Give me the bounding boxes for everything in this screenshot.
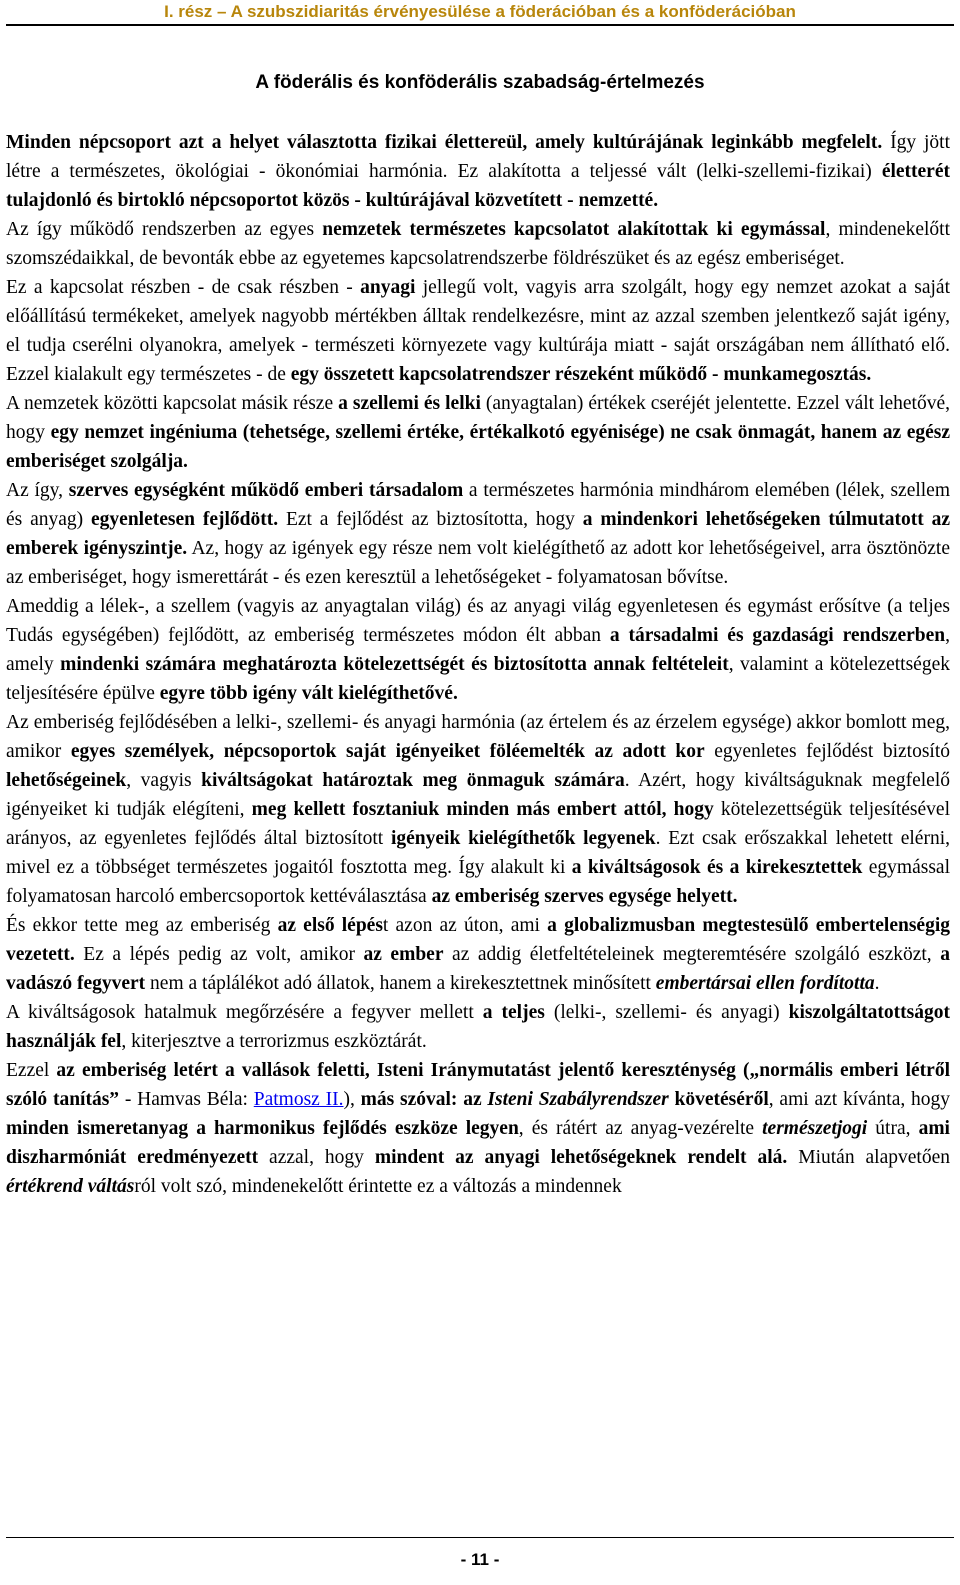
paragraph <box>6 389 950 476</box>
text-run: , valamint a kötelezettségek teljesítésére épülve <box>6 654 950 704</box>
page-title: A föderális és konföderális szabadság-értelmezés <box>255 72 705 93</box>
text-run: útra, <box>867 1118 919 1139</box>
text-run: egy nemzet ingéniuma (tehetsége, szellemi értéke, értékalkotó egyénisége) ne csak önmagát, hanem az egész emberiséget szolgálja. <box>6 422 951 472</box>
page-number: - 11 - <box>460 1550 500 1569</box>
text-run: természetjogi <box>762 1118 868 1139</box>
patmosz-link[interactable]: Patmosz II. <box>253 1089 344 1110</box>
text-run: Az, hogy az igények egy része nem volt kielégíthető az adott kor lehetőségeivel, arra ösztönözte az emberiséget, hogy ismerettárát - és ezen keresztül a lehetőségeket - folyamatosan bővítse. <box>6 538 950 588</box>
text-run: Ez a kapcsolat részben - de csak részben - <box>6 277 361 298</box>
text-run: mindent az anyagi lehetőségeknek rendelt alá. <box>374 1147 788 1168</box>
text-run: ami diszharmóniát eredményezett <box>6 1118 950 1168</box>
paragraph <box>6 215 950 273</box>
paragraph <box>6 708 950 911</box>
text-run: ), <box>343 1089 361 1110</box>
text-run: Az így, <box>6 480 69 501</box>
text-run: más szóval: az <box>360 1089 488 1110</box>
header-rule <box>6 24 954 26</box>
text-run: lehetőségeinek <box>6 770 127 791</box>
text-run: a természetes harmónia mindhárom elemében (lélek, szellem és anyag) <box>6 480 951 530</box>
text-run: , amely <box>6 625 950 675</box>
text-run: életterét tulajdonló és birtokló népcsoportot közös - kultúrájával közvetített - nemzetté. <box>6 161 950 211</box>
text-run: (lelki-, szellemi- és anyagi) <box>544 1002 789 1023</box>
text-run: mindenki számára meghatározta kötelezettségét és biztosította annak feltételeit <box>60 654 729 675</box>
text-run: minden ismeretanyag a harmonikus fejlődés eszköze legyen <box>6 1118 519 1139</box>
text-run: az addig életfeltételeinek megteremtésére szolgáló eszközt, <box>443 944 941 965</box>
paragraph <box>6 998 950 1056</box>
text-run: Miután alapvetően <box>787 1147 950 1168</box>
text-run: , vagyis <box>126 770 202 791</box>
text-run: t azon az úton, ami <box>382 915 548 936</box>
text-run: a teljes <box>482 1002 545 1023</box>
text-run: egymással folyamatosan harcoló embercsoportok kettéválasztása <box>6 857 950 907</box>
text-run: Isteni Szabályrendszer <box>487 1089 669 1110</box>
text-run: meg kellett fosztaniuk minden más embert attól, hogy <box>251 799 714 820</box>
paragraph <box>6 128 950 215</box>
text-run: kiváltságokat határoztak meg önmaguk számára <box>201 770 625 791</box>
text-run: kiszolgáltatottságot használják fel <box>6 1002 950 1052</box>
text-run: , és rátért az anyag-vezérelte <box>518 1118 763 1139</box>
text-run: igényeik kielégíthetők legyenek <box>390 828 656 849</box>
paragraph <box>6 911 950 998</box>
text-run: . Ezt csak erőszakkal lehetett elérni, mivel ez a többséget természetes jogaitól fosztotta meg. Így alakult ki <box>6 828 950 878</box>
text-run: , mindenekelőtt szomszédaikkal, de bevonták ebbe az egyetemes kapcsolatrendszerbe földrészüket és az egész emberiséget. <box>6 219 950 269</box>
text-run: követéséről <box>668 1089 769 1110</box>
text-run: egyenletes fejlődést biztosító <box>704 741 951 762</box>
text-run: szerves egységként működő emberi társadalom <box>68 480 464 501</box>
text-run: És ekkor tette meg az emberiség <box>6 915 278 936</box>
text-run: az első lépés <box>277 915 383 936</box>
text-run: egyenletesen fejlődött. <box>91 509 279 530</box>
text-run: az ember <box>363 944 444 965</box>
text-run: értékrend váltás <box>6 1176 135 1197</box>
paragraph <box>6 476 950 592</box>
text-run: ról volt szó, mindenekelőtt érintette ez a változás a mindennek <box>134 1176 622 1197</box>
text-run: A kiváltságosok hatalmuk megőrzésére a fegyver mellett <box>6 1002 483 1023</box>
paragraph <box>6 592 950 708</box>
text-run: . <box>874 973 880 994</box>
text-run: a globalizmusban megtestesülő embertelenségig vezetett. <box>6 915 950 965</box>
text-run: a kiváltságosok és a kirekesztettek <box>571 857 863 878</box>
text-run: kötelezettségük teljesítésével arányos, az egyenletes fejlődés által biztosított <box>6 799 951 849</box>
text-run: jellegű volt, vagyis arra szolgált, hogy egy nemzet azokat a saját előállítású termékeket, amelyek nagyobb mértékben álltak rendelkezésre, mint az azzal szemben jelentkező saját igény, el tudja cserélni olyanokra, amelyek - természeti környezete vagy kultúrája miatt - saját országában nem állítható elő. Ezzel kialakult egy természetes - de <box>6 277 950 385</box>
text-run: Így jött létre a természetes, ökológiai - ökonómiai harmónia. Ez alakította a teljessé vált (lelki-szellemi-fizikai) <box>6 132 951 182</box>
text-run: Ameddig a lélek-, a szellem (vagyis az anyagtalan világ) és az anyagi világ egyenletesen és egymást erősítve (a teljes Tudás egységében) fejlődött, az emberiség természetes módon élt abban <box>6 596 950 646</box>
text-run: anyagi <box>360 277 416 298</box>
text-run: a mindenkori lehetőségeken túlmutatott az emberek igényszintje. <box>6 509 950 559</box>
text-run: Ezzel <box>6 1060 57 1081</box>
running-header: I. rész – A szubszidiaritás érvényesülése a föderációban és a konföderációban <box>164 2 796 21</box>
footer-rule <box>6 1537 954 1538</box>
text-run: egyes személyek, népcsoportok saját igényeiket föléemelték az adott kor <box>70 741 705 762</box>
paragraph <box>6 273 950 389</box>
text-run: , ami azt kívánta, hogy <box>768 1089 951 1110</box>
text-run: nem a táplálékot adó állatok, hanem a kirekesztettnek minősített <box>145 973 656 994</box>
text-run: a vadászó fegyvert <box>6 944 950 994</box>
text-run: , kiterjesztve a terrorizmus eszköztárát. <box>121 1031 427 1052</box>
text-run: embertársai ellen fordította <box>655 973 875 994</box>
text-run: Ez a lépés pedig az volt, amikor <box>74 944 364 965</box>
text-run: azzal, hogy <box>258 1147 375 1168</box>
text-run: egyre több igény vált kielégíthetővé. <box>159 683 458 704</box>
text-run: az emberiség letért a vallások feletti, Isteni Iránymutatást jelentő kereszténység („normális emberi létről szóló tanítás” <box>6 1060 950 1110</box>
text-run: Az emberiség fejlődésében a lelki-, szellemi- és anyagi harmónia (az értelem és az érzelem egysége) akkor bomlott meg, amikor <box>6 712 950 762</box>
text-run: A nemzetek közötti kapcsolat másik része <box>6 393 339 414</box>
text-run: . Azért, hogy kiváltságuknak megfelelő igényeiket ki tudják elégíteni, <box>6 770 950 820</box>
text-run: Az így működő rendszerben az egyes <box>6 219 323 240</box>
text-run: a szellemi és lelki <box>338 393 481 414</box>
text-run: Ezt a fejlődést az biztosította, hogy <box>278 509 583 530</box>
text-run: nemzetek természetes kapcsolatot alakítottak ki egymással <box>322 219 826 240</box>
body-text <box>6 128 950 1201</box>
text-run: - Hamvas Béla: <box>119 1089 254 1110</box>
text-run: az emberiség szerves egysége helyett. <box>431 886 738 907</box>
text-run: (anyagtalan) értékek cseréjét jelentette. Ezzel vált lehetővé, hogy <box>6 393 950 443</box>
paragraph <box>6 1056 950 1201</box>
text-run: egy összetett kapcsolatrendszer részeként működő - munkamegosztás. <box>290 364 872 385</box>
text-run: Minden népcsoport azt a helyet választotta fizikai élettereül, amely kultúrájának leginkább megfelelt. <box>6 132 883 153</box>
text-run: a társadalmi és gazdasági rendszerben <box>609 625 946 646</box>
